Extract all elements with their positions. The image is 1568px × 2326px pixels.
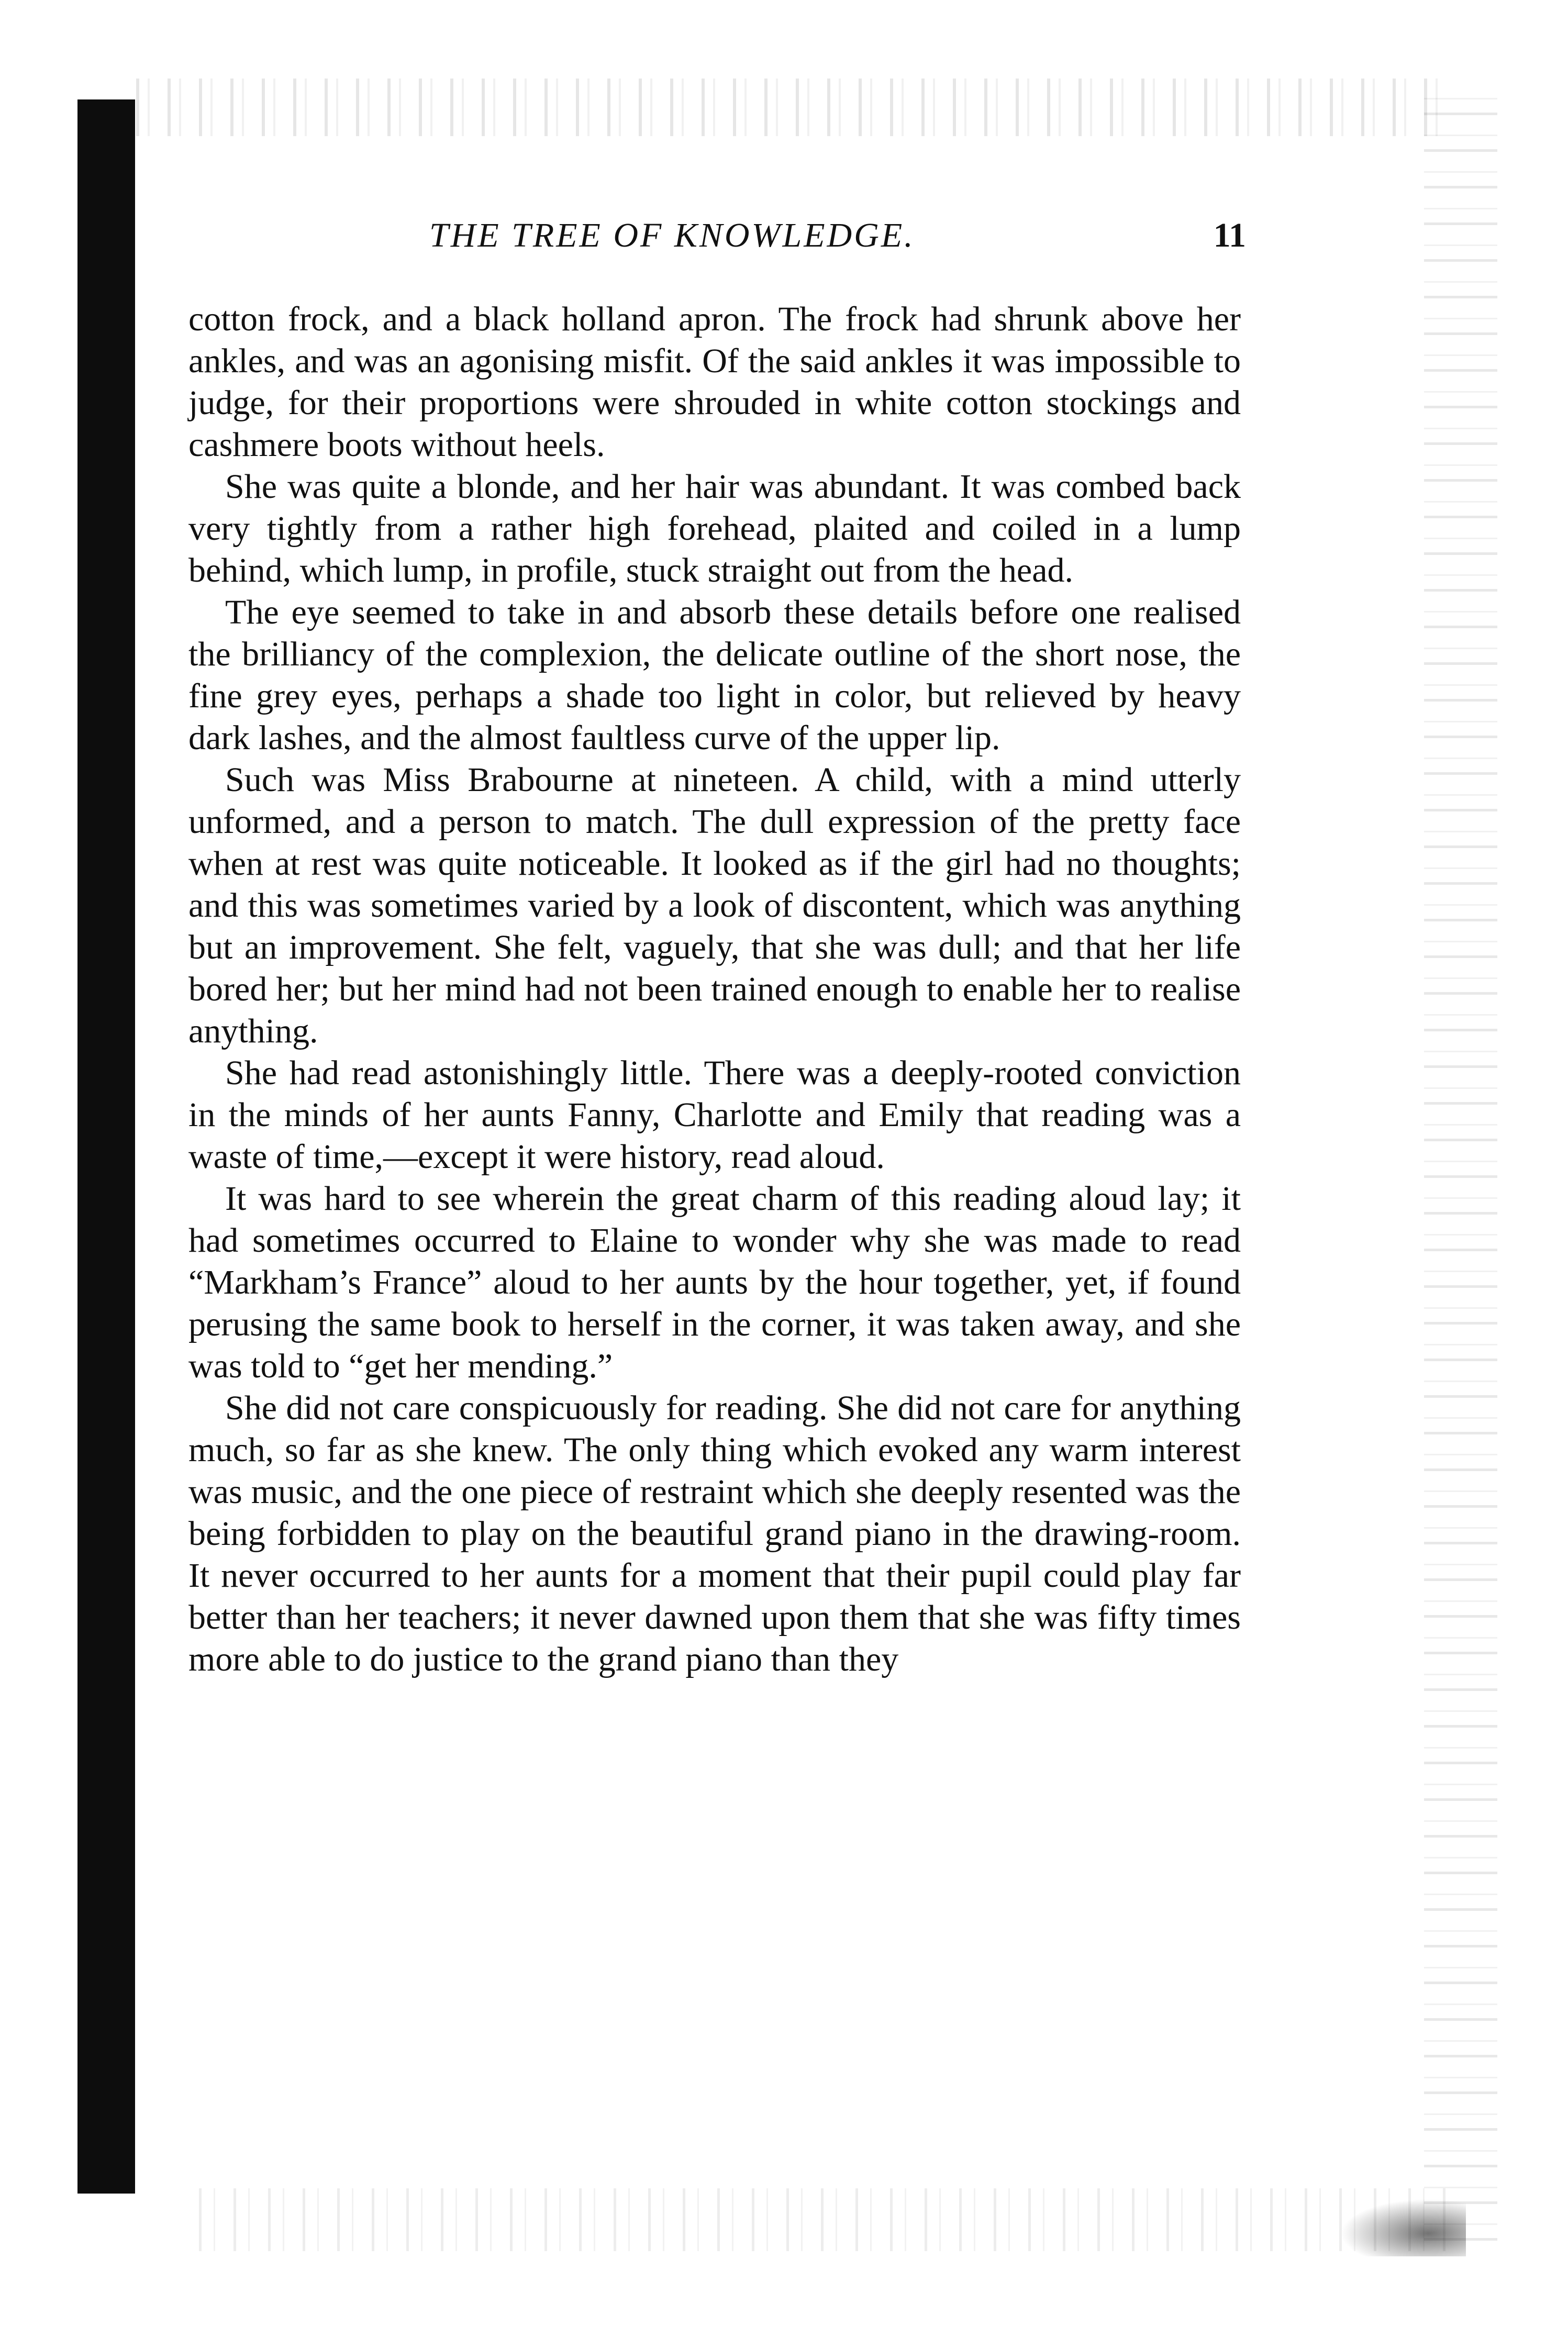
paragraph-3: The eye seemed to take in and absorb these details before one realised the brilliancy of the complexion, the delicate outline of the short nose, the fine grey eyes, perhaps a shade too light in color, but relieved by heavy dark lashes, and the almost faultless curve of the upper lip. xyxy=(188,593,1241,757)
paragraph-7: She did not care conspicuously for reading. She did not care for anything much, so far as she knew. The only thing which evoked any warm interest was music, and the one piece of restraint which she deeply resented was the being forbidden to play on the beautiful grand piano in the drawing-room. It never occurred to her aunts for a moment that their pupil could play far better than her teachers; it never dawned upon them that she was fifty times more able to do justice to the grand piano than they xyxy=(188,1389,1241,1678)
running-title: THE TREE OF KNOWLEDGE. xyxy=(429,216,915,254)
scan-noise-top xyxy=(136,79,1445,136)
body-text xyxy=(188,298,1241,1680)
binding-shadow xyxy=(77,99,135,2194)
scan-noise-bottom xyxy=(199,2188,1455,2251)
paragraph-6: It was hard to see wherein the great charm of this reading aloud lay; it had sometimes occurred to Elaine to wonder why she was made to read “Markham’s France” aloud to her aunts by the hour together, yet, if found perusing the same book to herself in the corner, it was taken away, and she was told to “get her mending.” xyxy=(188,1179,1241,1385)
paragraph-4: Such was Miss Brabourne at nineteen. A child, with a mind utterly unformed, and a person to match. The dull expression of the pretty face when at rest was quite noticeable. It looked as if the girl had no thoughts; and this was sometimes varied by a look of discontent, which was anything but an improvement. She felt, vaguely, that she was dull; and that her life bored her; but her mind had not been trained enough to enable her to realise anything. xyxy=(188,761,1241,1050)
corner-smudge xyxy=(1340,2199,1466,2256)
paragraph-2: She was quite a blonde, and her hair was abundant. It was combed back very tightly from a rather high forehead, plaited and coiled in a lump behind, which lump, in profile, stuck straight out from the head. xyxy=(188,468,1241,589)
paragraph-1: cotton frock, and a black holland apron. The frock had shrunk above her ankles, and was an agonising misfit. Of the said ankles it was impossible to judge, for their proportions were shrouded in white cotton stockings and cashmere boots without heels. xyxy=(188,300,1241,464)
scan-noise-right xyxy=(1424,94,1497,2241)
paragraph-5: She had read astonishingly little. There was a deeply-rooted conviction in the minds of her aunts Fanny, Charlotte and Emily that reading was a waste of time,—except it were history, read aloud. xyxy=(188,1054,1241,1176)
page-header xyxy=(188,212,1246,259)
page-number: 11 xyxy=(1213,216,1246,254)
